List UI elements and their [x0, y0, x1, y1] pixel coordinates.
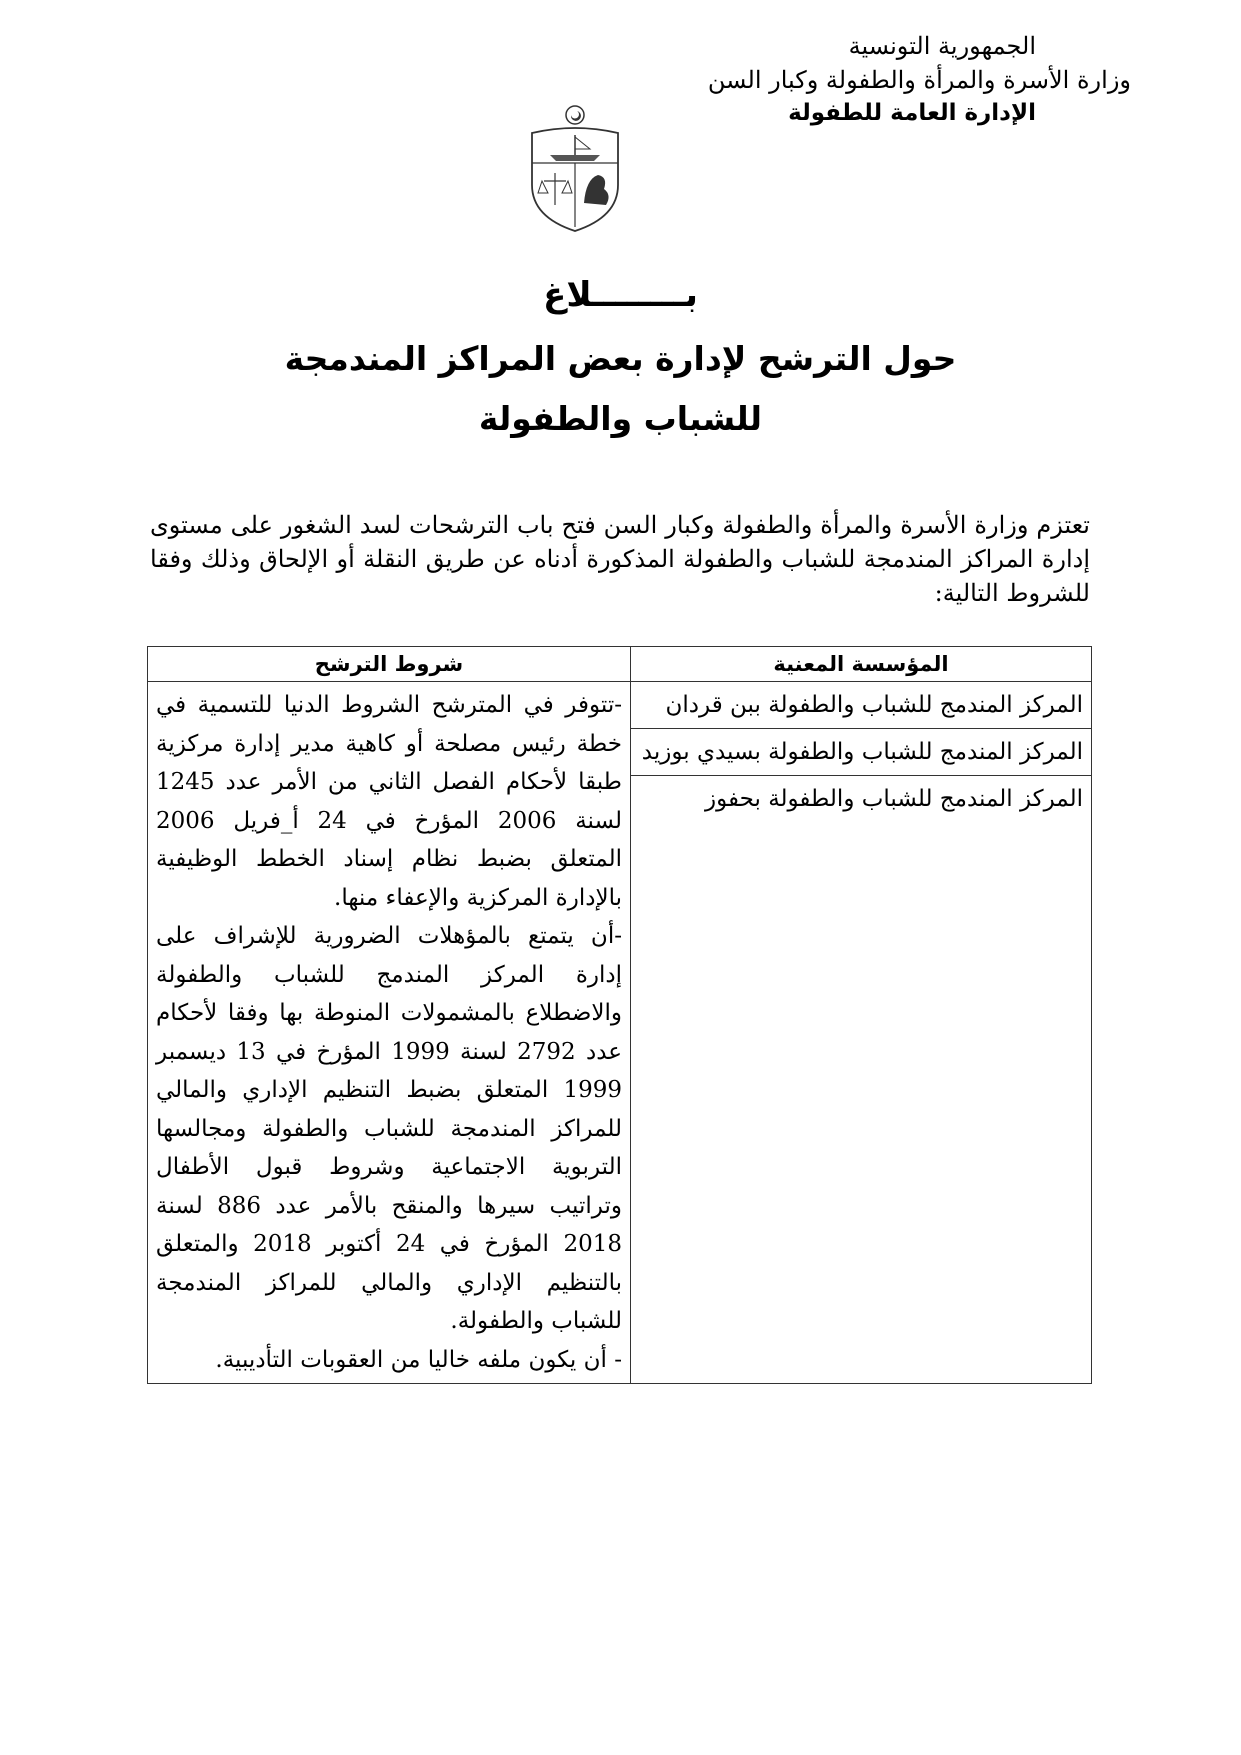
directorate-name: الإدارة العامة للطفولة	[788, 100, 1036, 127]
conditions-column-header: شروط الترشح	[148, 647, 631, 682]
institution-item: المركز المندمج للشباب والطفولة بسيدي بوزيد	[631, 729, 1091, 776]
condition-item: -أن يتمتع بالمؤهلات الضرورية للإشراف على إدارة المركز المندمج للشباب والطفولة والاضطلاع بالمشمولات المنوطة بها وفقا لأحكام عدد 2792 لسنة 1999 المؤرخ في 13 ديسمبر 1999 المتعلق بضبط التنظيم الإداري والمالي للمراكز المندمجة للشباب والطفولة ومجالسها التربوية الاجتماعية وشروط قبول الأطفال وتراتيب سيرها والمنقح بالأمر عدد 886 لسنة 2018 المؤرخ في 24 أكتوبر 2018 والمتعلق بالتنظيم الإداري والمالي للمراكز المندمجة للشباب والطفولة.	[156, 923, 622, 1334]
conditions-cell	[148, 682, 631, 1384]
notice-title-block	[150, 275, 1091, 449]
tunisia-coat-of-arms-icon	[520, 105, 630, 235]
conditions-table	[147, 646, 1092, 1384]
notice-subject-line-1: حول الترشح لإدارة بعض المراكز المندمجة	[284, 339, 957, 378]
condition-item: -تتوفر في المترشح الشروط الدنيا للتسمية في خطة رئيس مصلحة أو كاهية مدير إدارة مركزية طبقا لأحكام الفصل الثاني من الأمر عدد 1245 لسنة 2006 المؤرخ في 24 أ_فريل 2006 المتعلق بضبط نظام إسناد الخطط الوظيفية بالإدارة المركزية والإعفاء منها.	[156, 692, 622, 911]
notice-heading: بــــــــلاغ	[543, 275, 698, 315]
intro-paragraph: تعتزم وزارة الأسرة والمرأة والطفولة وكبار السن فتح باب الترشحات لسد الشغور على مستوى إدارة المراكز المندمجة للشباب والطفولة المذكورة أدناه عن طريق النقلة أو الإلحاق وذلك وفقا للشروط التالية:	[150, 511, 1090, 607]
institution-column-header: المؤسسة المعنية	[631, 647, 1092, 682]
condition-item: - أن يكون ملفه خاليا من العقوبات التأديبية.	[215, 1346, 622, 1373]
notice-subject-line-2: للشباب والطفولة	[478, 399, 763, 438]
institution-item: المركز المندمج للشباب والطفولة ببن قردان	[631, 682, 1091, 729]
institution-item: المركز المندمج للشباب والطفولة بحفوز	[705, 786, 1083, 812]
document-header	[611, 30, 1131, 129]
ministry-name: وزارة الأسرة والمرأة والطفولة وكبار السن	[707, 65, 1131, 94]
republic-name: الجمهورية التونسية	[848, 32, 1036, 60]
institutions-cell	[631, 682, 1092, 1384]
